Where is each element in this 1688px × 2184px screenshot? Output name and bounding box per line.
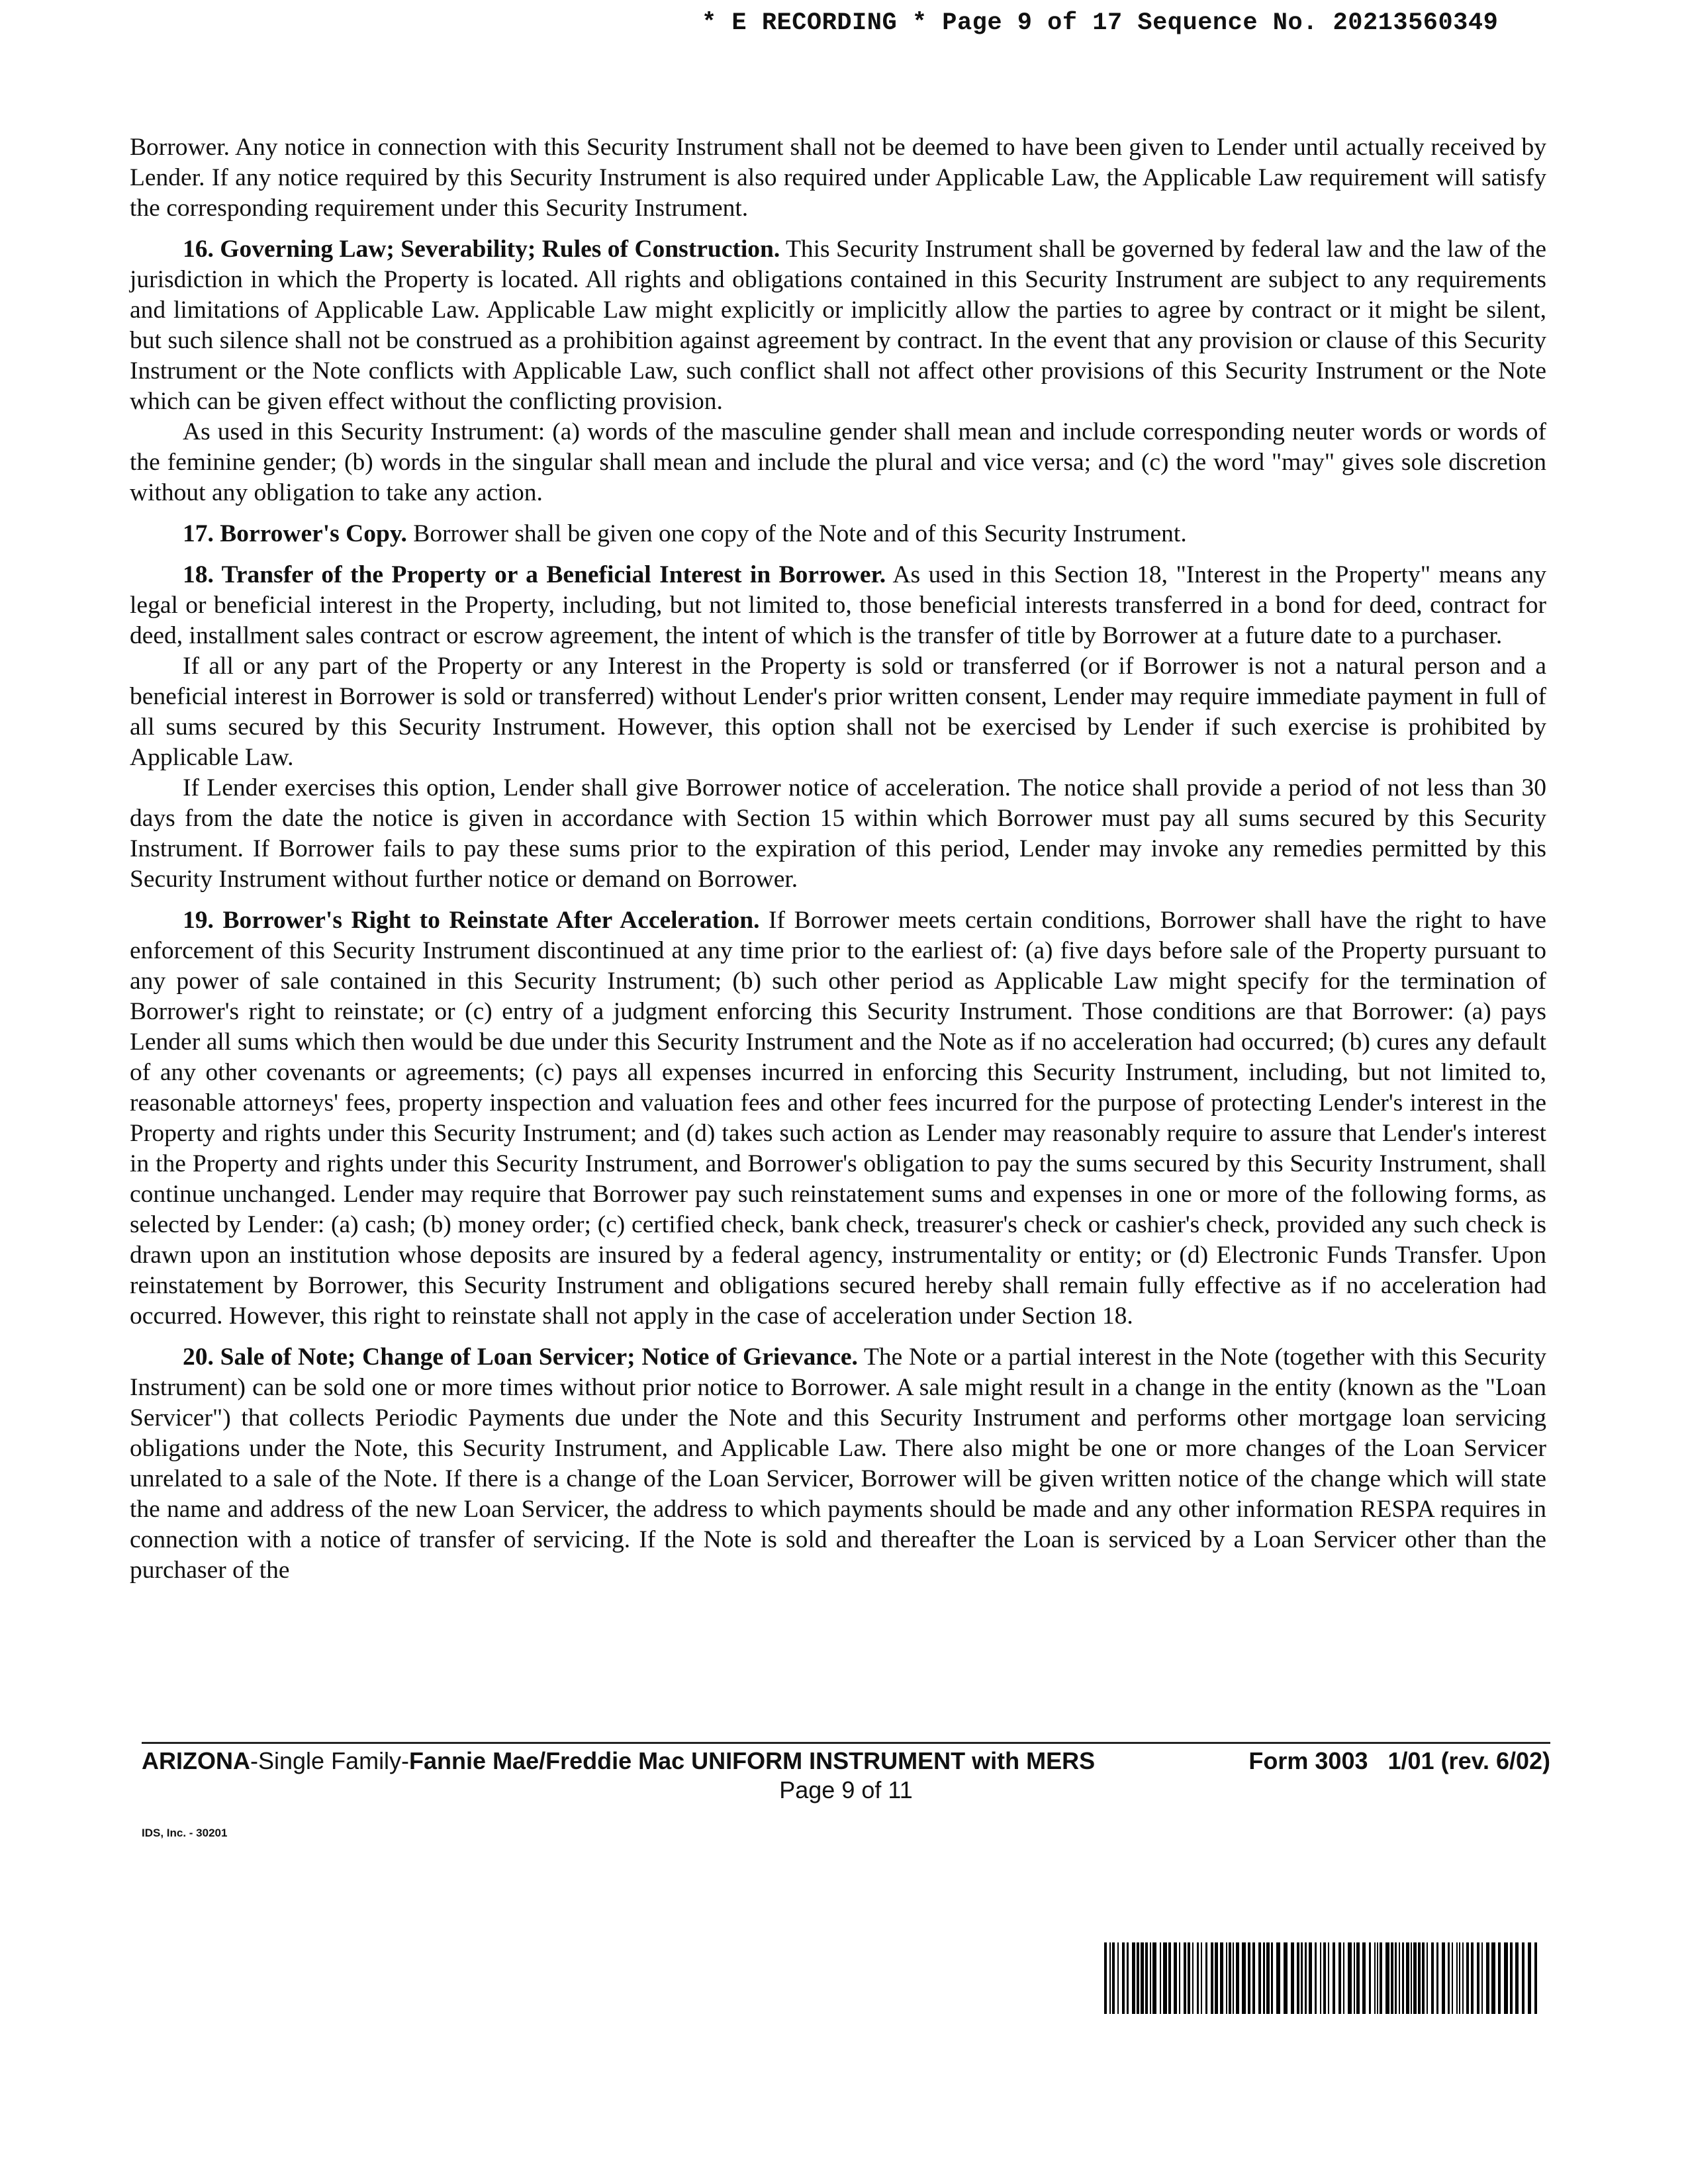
form-state: ARIZONA — [142, 1747, 250, 1774]
section-16-paragraph-2: As used in this Security Instrument: (a) words of the masculine gender shall mean and include corresponding neuter words or words of the feminine gender; (b) words in the singular shall mean and include the plural and vice versa; and (c) the word "may" gives sole discretion without any obligation to take any action. — [130, 418, 1546, 506]
section-20 — [130, 1342, 1546, 1586]
section-16 — [130, 234, 1546, 417]
barcode-icon — [1104, 1942, 1541, 2014]
section-20-text: The Note or a partial interest in the Note (together with this Security Instrument) can be sold one or more times without prior notice to Borrower. A sale might result in a change in the entity (known as the "Loan Servicer") that collects Periodic Payments due under the Note and this Security Instrument and performs other mortgage loan servicing obligations under the Note, this Security Instrument, and Applicable Law. There also might be one or more changes of the Loan Servicer unrelated to a sale of the Note. If there is a change of the Loan Servicer, Borrower will be given written notice of the change which will state the name and address of the new Loan Servicer, the address to which payments should be made and any other information RESPA requires in connection with a notice of transfer of servicing. If the Note is sold and thereafter the Loan is serviced by a Loan Servicer other than the purchaser of the — [130, 1343, 1546, 1584]
section-17-title: 17. Borrower's Copy. — [183, 520, 407, 547]
footer-rule — [142, 1742, 1550, 1744]
section-18-paragraph-3: If Lender exercises this option, Lender shall give Borrower notice of acceleration. The notice shall provide a period of not less than 30 days from the date the notice is given in accordance with Section 15 within which Borrower must pay all sums secured by this Security Instrument. If Borrower fails to pay these sums prior to the expiration of this period, Lender may invoke any remedies permitted by this Security Instrument without further notice or demand on Borrower. — [130, 774, 1546, 893]
form-footer — [142, 1747, 1550, 1775]
form-page-number: Page 9 of 11 — [779, 1776, 913, 1803]
document-body — [130, 132, 1546, 1586]
recording-header: * E RECORDING * Page 9 of 17 Sequence No. 20213560349 — [702, 9, 1499, 37]
spacer — [130, 224, 1546, 234]
form-instrument: Fannie Mae/Freddie Mac UNIFORM INSTRUMENT with MERS — [409, 1747, 1096, 1774]
ids-code: IDS, Inc. - 30201 — [142, 1827, 228, 1839]
section-18-paragraph-2: If all or any part of the Property or any Interest in the Property is sold or transferred (or if Borrower is not a natural person and a beneficial interest in Borrower is sold or transferred) without Lender's prior written consent, Lender may require immediate payment in full of all sums secured by this Security Instrument. However, this option shall not be exercised by Lender if such exercise is prohibited by Applicable Law. — [130, 653, 1546, 771]
paragraph-continued: Borrower. Any notice in connection with this Security Instrument shall not be deemed to have been given to Lender until actually received by Lender. If any notice required by this Security Instrument is also required under Applicable Law, the Applicable Law requirement will satisfy the corresponding requirement under this Security Instrument. — [130, 134, 1546, 222]
section-19 — [130, 905, 1546, 1332]
section-19-title: 19. Borrower's Right to Reinstate After Acceleration. — [183, 907, 760, 934]
form-number: Form 3003 1/01 (rev. 6/02) — [1248, 1747, 1550, 1774]
section-19-text: If Borrower meets certain conditions, Borrower shall have the right to have enforcement of this Security Instrument discontinued at any time prior to the earliest of: (a) five days before sale of the Property pursuant to any power of sale contained in this Security Instrument; (b) such other period as Applicable Law might specify for the termination of Borrower's right to reinstate; or (c) entry of a judgment enforcing this Security Instrument. Those conditions are that Borrower: (a) pays Lender all sums which then would be due under this Security Instrument and the Note as if no acceleration had occurred; (b) cures any default of any other covenants or agreements; (c) pays all expenses incurred in enforcing this Security Instrument, including, but not limited to, reasonable attorneys' fees, property inspection and valuation fees and other fees incurred for the purpose of protecting Lender's interest in the Property and rights under this Security Instrument; and (d) takes such action as Lender may reasonably require to assure that Lender's interest in the Property and rights under this Security Instrument, and Borrower's obligation to pay the sums secured by this Security Instrument, shall continue unchanged. Lender may require that Borrower pay such reinstatement sums and expenses in one or more of the following forms, as selected by Lender: (a) cash; (b) money order; (c) certified check, bank check, treasurer's check or cashier's check, provided any such check is drawn upon an institution whose deposits are insured by a federal agency, instrumentality or entity; or (d) Electronic Funds Transfer. Upon reinstatement by Borrower, this Security Instrument and obligations secured hereby shall remain fully effective as if no acceleration had occurred. However, this right to reinstate shall not apply in the case of acceleration under Section 18. — [130, 907, 1546, 1330]
section-17 — [130, 519, 1546, 549]
section-17-text: Borrower shall be given one copy of the Note and of this Security Instrument. — [406, 520, 1187, 547]
section-16-title: 16. Governing Law; Severability; Rules of Construction. — [183, 236, 780, 263]
section-20-title: 20. Sale of Note; Change of Loan Servicer; Notice of Grievance. — [183, 1343, 858, 1371]
form-title — [142, 1747, 1095, 1775]
section-16-text: This Security Instrument shall be governed by federal law and the law of the jurisdiction in which the Property is located. All rights and obligations contained in this Security Instrument are subject to any requirements and limitations of Applicable Law. Applicable Law might explicitly or implicitly allow the parties to agree by contract or it might be silent, but such silence shall not be construed as a prohibition against agreement by contract. In the event that any provision or clause of this Security Instrument or the Note conflicts with Applicable Law, such conflict shall not affect other provisions of this Security Instrument or the Note which can be given effect without the conflicting provision. — [130, 236, 1546, 415]
form-family: -Single Family- — [250, 1747, 410, 1774]
section-18-text: As used in this Section 18, "Interest in the Property" means any legal or beneficial interest in the Property, including, but not limited to, those beneficial interests transferred in a bond for deed, contract for deed, installment sales contract or escrow agreement, the intent of which is the transfer of title by Borrower at a future date to a purchaser. — [130, 561, 1546, 649]
section-18 — [130, 560, 1546, 651]
section-18-title: 18. Transfer of the Property or a Beneficial Interest in Borrower. — [183, 561, 886, 588]
